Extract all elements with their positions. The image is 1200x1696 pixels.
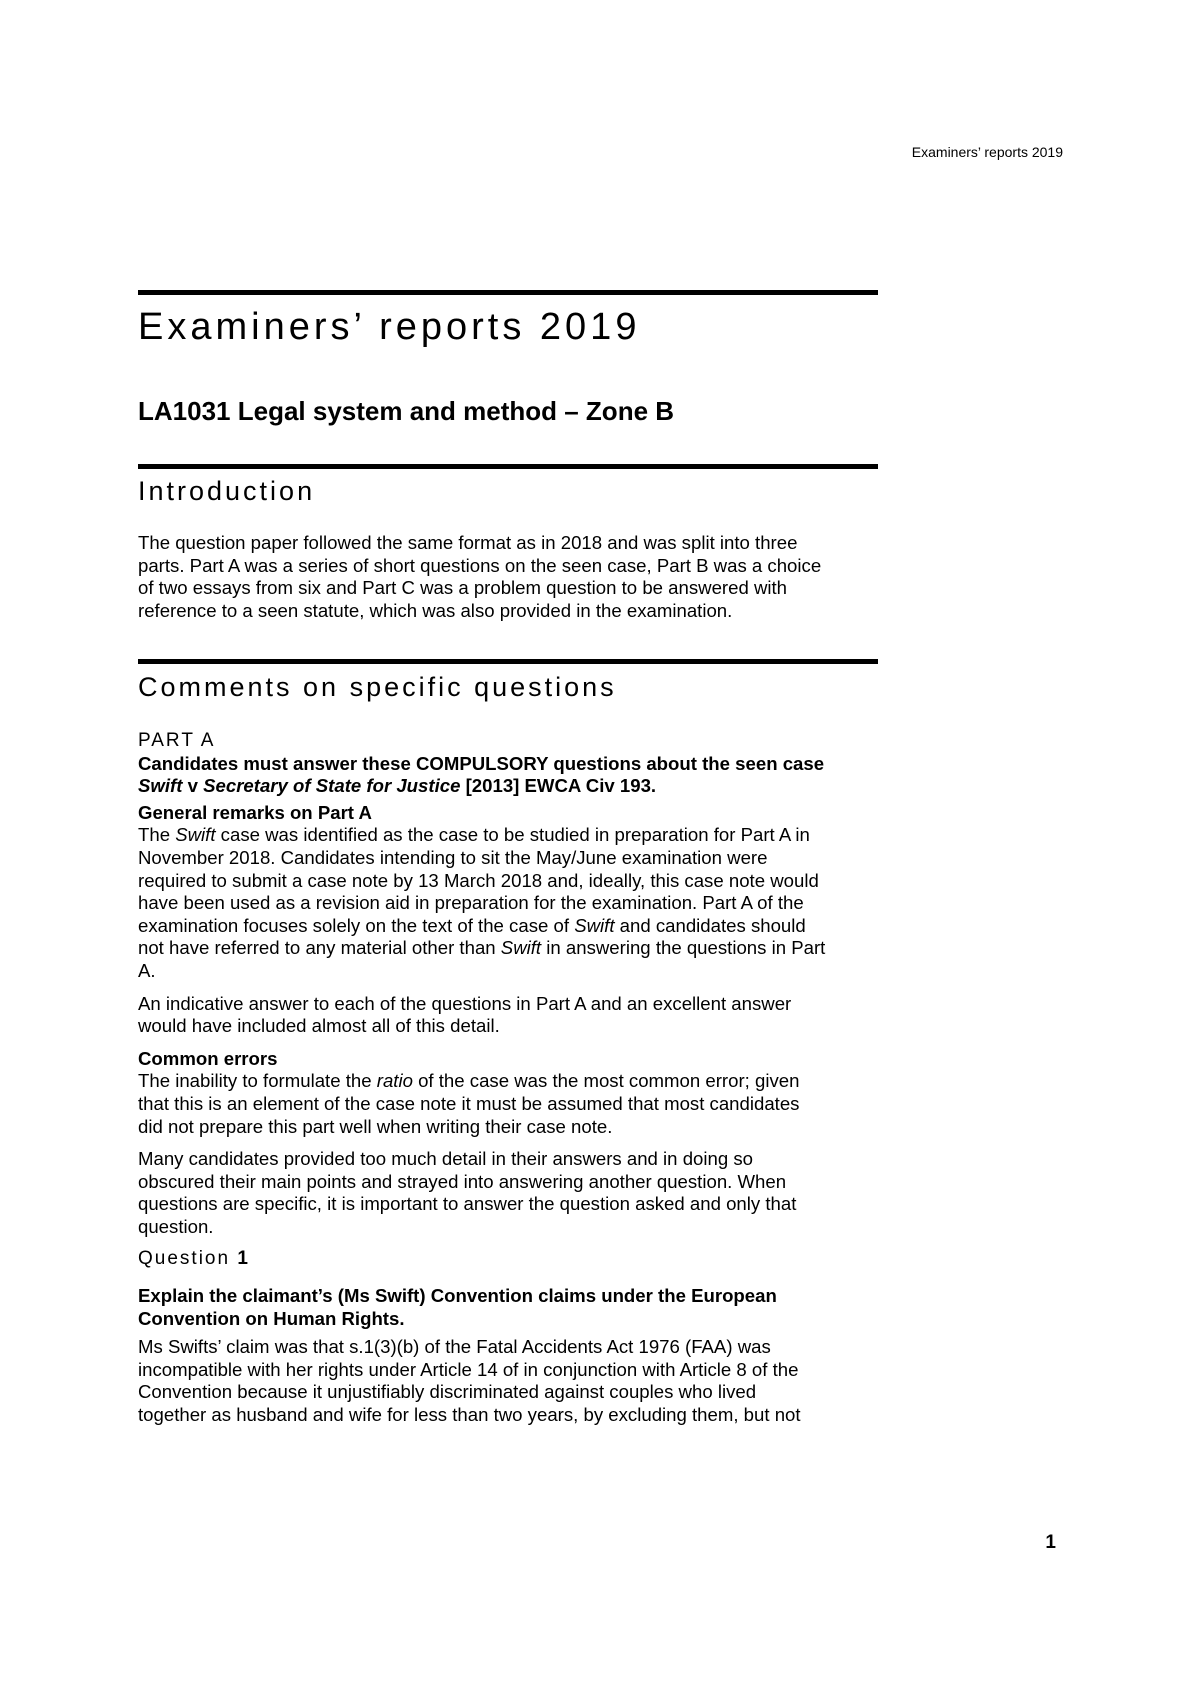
general-remarks-line: examination focuses solely on the text of the case of Swift and candidates should (138, 914, 806, 936)
question-1-prompt: Convention on Human Rights. (138, 1307, 405, 1329)
instruction-line: Candidates must answer these COMPULSORY questions about the seen case (138, 752, 825, 774)
common-errors-line: Many candidates provided too much detail in their answers and in doing so (138, 1148, 753, 1170)
introduction-rule (138, 464, 878, 469)
title-top-rule (138, 290, 878, 295)
question-1-answer-line: incompatible with her rights under Article 14 of in conjunction with Article 8 of the (138, 1358, 799, 1380)
general-remarks-line: November 2018. Candidates intending to sit the May/June examination were (138, 846, 768, 868)
intro-line: parts. Part A was a series of short questions on the seen case, Part B was a choice (138, 554, 822, 576)
common-errors-line: questions are specific, it is important to answer the question asked and only that (138, 1193, 797, 1215)
question-1-answer-line: Ms Swifts’ claim was that s.1(3)(b) of the Fatal Accidents Act 1976 (FAA) was (138, 1336, 771, 1358)
common-errors-line: The inability to formulate the ratio of the case was the most common error; given (138, 1070, 800, 1092)
common-errors-heading: Common errors (138, 1047, 278, 1069)
general-remarks-line: would have included almost all of this detail. (138, 1015, 500, 1037)
general-remarks-heading: General remarks on Part A (138, 801, 372, 823)
intro-line: The question paper followed the same format as in 2018 and was split into three (138, 532, 798, 553)
general-remarks-line: An indicative answer to each of the questions in Part A and an excellent answer (138, 992, 792, 1014)
question-1-prompt: Explain the claimant’s (Ms Swift) Convention claims under the European (138, 1285, 777, 1307)
case-v: v (182, 775, 204, 797)
case-citation: [2013] EWCA Civ 193. (460, 775, 657, 797)
course-subtitle: LA1031 Legal system and method – Zone B (138, 396, 675, 426)
common-errors-line: question. (138, 1215, 214, 1237)
part-a-label: PART A (138, 730, 216, 751)
comments-body (138, 730, 878, 1427)
introduction-heading: Introduction (138, 476, 316, 506)
case-name-secretary: Secretary of State for Justice (203, 775, 461, 797)
intro-line: reference to a seen statute, which was also provided in the examination. (138, 599, 733, 621)
running-header: Examiners’ reports 2019 (911, 144, 1063, 160)
page-title: Examiners’ reports 2019 (138, 306, 641, 348)
general-remarks-line: A. (138, 959, 156, 981)
general-remarks-line: not have referred to any material other than Swift in answering the questions in Part (138, 937, 826, 959)
general-remarks-line: required to submit a case note by 13 March 2018 and, ideally, this case note would (138, 869, 819, 891)
general-remarks-line: The Swift case was identified as the case to be studied in preparation for Part A in (138, 824, 810, 846)
page-number: 1 (1045, 1532, 1056, 1553)
case-name-swift: Swift (138, 775, 183, 797)
introduction-body (138, 532, 878, 622)
question-1-label: Question 1 (138, 1248, 248, 1270)
common-errors-line: did not prepare this part well when writing their case note. (138, 1115, 613, 1137)
common-errors-line: that this is an element of the case note it must be assumed that most candidates (138, 1092, 800, 1114)
intro-line: of two essays from six and Part C was a problem question to be answered with (138, 577, 788, 599)
comments-rule (138, 659, 878, 664)
general-remarks-line: have been used as a revision aid in preparation for the examination. Part A of the (138, 892, 804, 914)
question-1-answer-line: together as husband and wife for less than two years, by excluding them, but not (138, 1404, 801, 1426)
comments-heading: Comments on specific questions (138, 672, 617, 702)
question-1-answer-line: Convention because it unjustifiably discriminated against couples who lived (138, 1381, 757, 1403)
common-errors-line: obscured their main points and strayed into answering another question. When (138, 1170, 787, 1192)
case-citation-line (138, 775, 878, 798)
